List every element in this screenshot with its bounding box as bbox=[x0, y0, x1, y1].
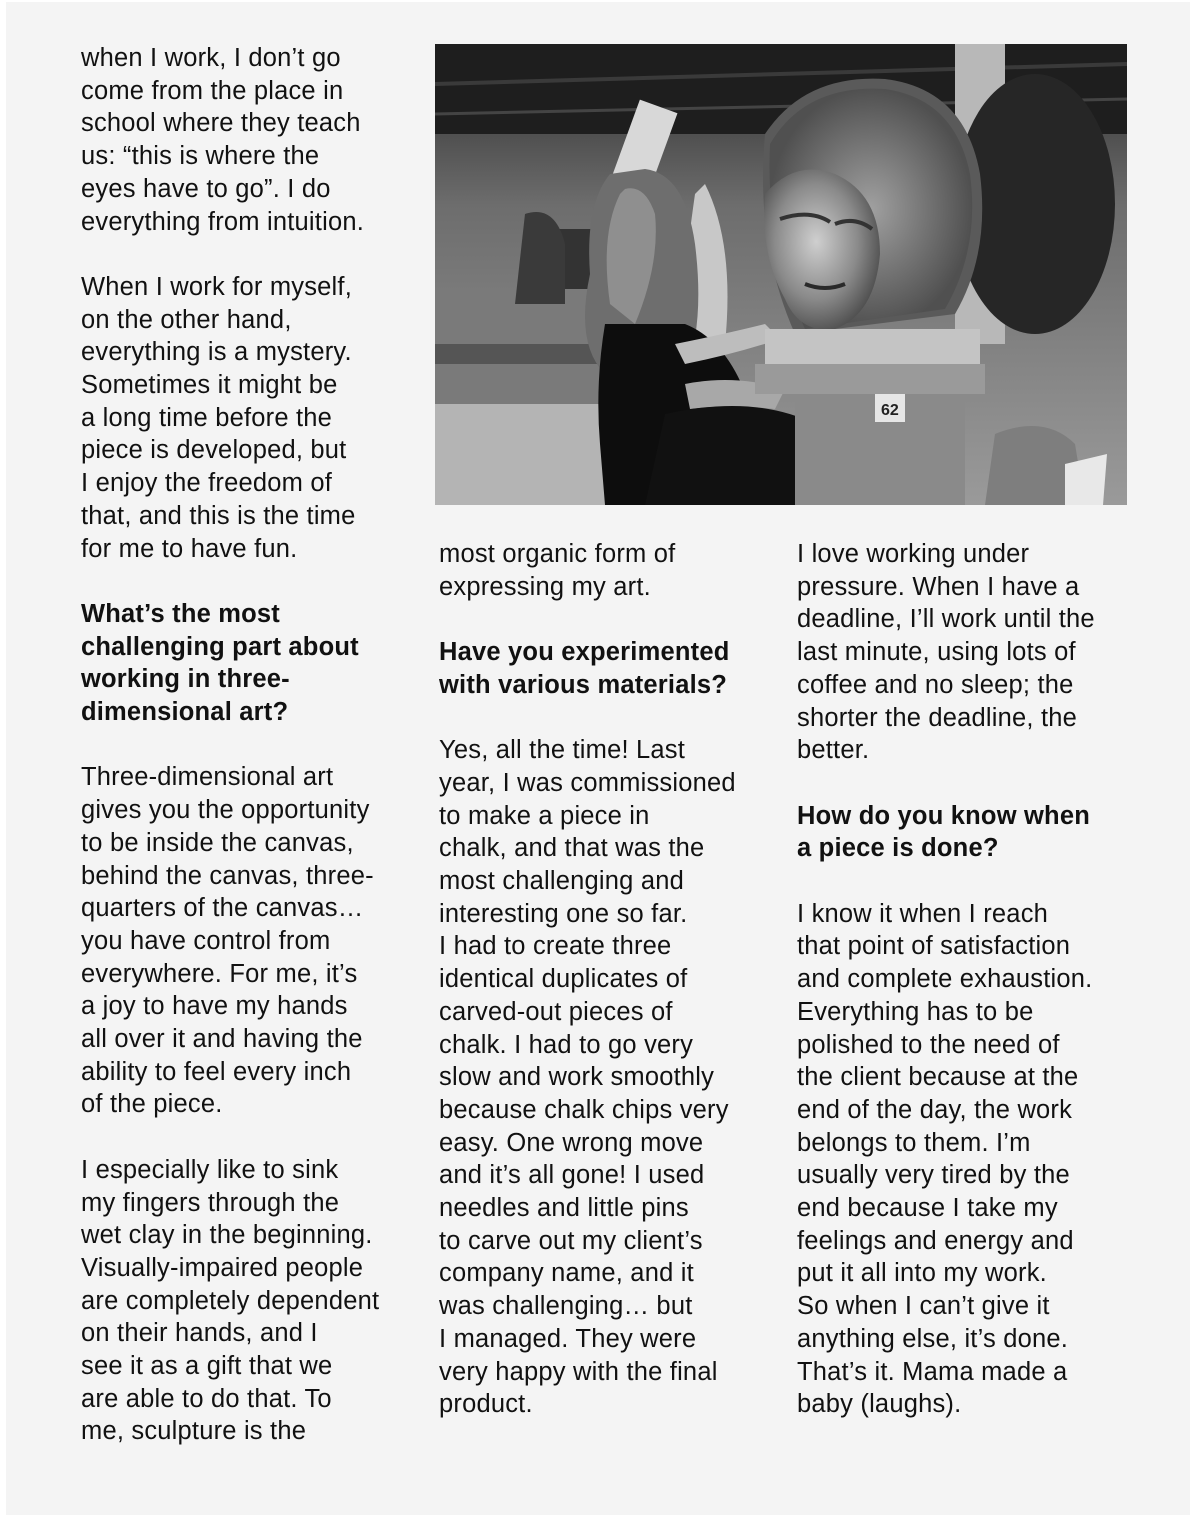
text-line: usually very tired by the bbox=[797, 1161, 1070, 1190]
text-column-3 bbox=[797, 538, 1142, 1454]
question-heading bbox=[439, 636, 784, 701]
text-line: end of the day, the work bbox=[797, 1095, 1073, 1124]
text-line: very happy with the final bbox=[439, 1357, 718, 1386]
text-line: easy. One wrong move bbox=[439, 1128, 704, 1157]
text-line: the client because at the bbox=[797, 1063, 1079, 1092]
text-line: a joy to have my hands bbox=[81, 992, 348, 1021]
paragraph bbox=[81, 761, 431, 1121]
paragraph bbox=[439, 538, 784, 603]
text-line: belongs to them. I’m bbox=[797, 1128, 1031, 1157]
text-line: gives you the opportunity bbox=[81, 796, 370, 825]
text-line: and it’s all gone! I used bbox=[439, 1161, 705, 1190]
text-line: Visually-impaired people bbox=[81, 1253, 364, 1282]
text-line: was challenging… but bbox=[439, 1292, 693, 1321]
text-line: come from the place in bbox=[81, 76, 344, 105]
text-line: you have control from bbox=[81, 926, 331, 955]
paragraph bbox=[797, 538, 1142, 767]
text-line: are completely dependent bbox=[81, 1286, 380, 1315]
text-line: coffee and no sleep; the bbox=[797, 670, 1074, 699]
text-line: on the other hand, bbox=[81, 305, 292, 334]
text-line: see it as a gift that we bbox=[81, 1352, 333, 1381]
text-line: Have you experimented bbox=[439, 638, 730, 667]
text-line: chalk. I had to go very bbox=[439, 1030, 694, 1059]
text-line: I managed. They were bbox=[439, 1324, 697, 1353]
text-line: wet clay in the beginning. bbox=[81, 1221, 373, 1250]
text-line: eyes have to go”. I do bbox=[81, 174, 331, 203]
text-line: for me to have fun. bbox=[81, 534, 298, 563]
text-line: I know it when I reach bbox=[797, 899, 1049, 928]
text-line: on their hands, and I bbox=[81, 1319, 318, 1348]
text-line: anything else, it’s done. bbox=[797, 1324, 1069, 1353]
text-line: pressure. When I have a bbox=[797, 572, 1080, 601]
paragraph bbox=[81, 1154, 431, 1448]
text-line: expressing my art. bbox=[439, 572, 651, 601]
text-line: that point of satisfaction bbox=[797, 932, 1071, 961]
text-line: a piece is done? bbox=[797, 834, 999, 863]
text-column-1 bbox=[81, 42, 431, 1481]
text-line: polished to the need of bbox=[797, 1030, 1060, 1059]
text-line: That’s it. Mama made a bbox=[797, 1357, 1068, 1386]
text-line: to make a piece in bbox=[439, 801, 650, 830]
text-line: and complete exhaustion. bbox=[797, 965, 1093, 994]
paragraph bbox=[81, 42, 431, 238]
text-line: with various materials? bbox=[439, 670, 728, 699]
text-line: are able to do that. To bbox=[81, 1384, 332, 1413]
text-line: most challenging and bbox=[439, 867, 684, 895]
question-heading bbox=[81, 598, 431, 729]
text-line: Sometimes it might be bbox=[81, 371, 338, 400]
text-line: I enjoy the freedom of bbox=[81, 469, 333, 498]
text-line: put it all into my work. bbox=[797, 1259, 1047, 1288]
paragraph bbox=[797, 898, 1142, 1421]
text-column-2 bbox=[439, 538, 784, 1454]
text-line: I had to create three bbox=[439, 932, 672, 961]
sculptor-photo bbox=[435, 44, 1127, 505]
text-line: my fingers through the bbox=[81, 1188, 340, 1217]
text-line: to carve out my client’s bbox=[439, 1226, 703, 1255]
text-line: How do you know when bbox=[797, 801, 1090, 830]
text-line: to be inside the canvas, bbox=[81, 828, 354, 857]
text-line: What’s the most bbox=[81, 599, 280, 628]
text-line: working in three- bbox=[81, 665, 290, 694]
text-line: So when I can’t give it bbox=[797, 1292, 1050, 1321]
text-line: end because I take my bbox=[797, 1194, 1058, 1223]
text-line: When I work for myself, bbox=[81, 272, 352, 301]
text-line: chalk, and that was the bbox=[439, 834, 705, 863]
text-line: identical duplicates of bbox=[439, 965, 688, 994]
text-line: Everything has to be bbox=[797, 997, 1034, 1026]
text-line: deadline, I’ll work until the bbox=[797, 605, 1095, 634]
text-line: Three-dimensional art bbox=[81, 763, 334, 792]
text-line: shorter the deadline, the bbox=[797, 703, 1078, 732]
text-line: interesting one so far. bbox=[439, 899, 688, 928]
text-line: Yes, all the time! Last bbox=[439, 736, 686, 765]
text-line: quarters of the canvas… bbox=[81, 894, 364, 923]
text-line: dimensional art? bbox=[81, 698, 289, 727]
text-line: everywhere. For me, it’s bbox=[81, 959, 358, 988]
text-line: last minute, using lots of bbox=[797, 638, 1076, 667]
question-heading bbox=[797, 800, 1142, 865]
text-line: carved-out pieces of bbox=[439, 997, 673, 1026]
text-line: feelings and energy and bbox=[797, 1226, 1074, 1255]
text-line: piece is developed, but bbox=[81, 436, 347, 465]
text-line: because chalk chips very bbox=[439, 1095, 729, 1124]
text-line: all over it and having the bbox=[81, 1025, 363, 1054]
text-line: ability to feel every inch bbox=[81, 1057, 352, 1086]
text-line: me, sculpture is the bbox=[81, 1417, 307, 1446]
text-line: everything is a mystery. bbox=[81, 338, 352, 367]
text-line: school where they teach bbox=[81, 109, 361, 138]
text-line: behind the canvas, three- bbox=[81, 861, 374, 890]
text-line: challenging part about bbox=[81, 632, 359, 661]
text-line: year, I was commissioned bbox=[439, 768, 736, 797]
paragraph bbox=[81, 271, 431, 565]
text-line: most organic form of bbox=[439, 540, 676, 568]
text-line: baby (laughs). bbox=[797, 1390, 962, 1419]
sculptor-at-work-illustration bbox=[435, 44, 1127, 505]
text-line: when I work, I don’t go bbox=[81, 44, 341, 72]
text-line: I especially like to sink bbox=[81, 1155, 339, 1184]
paragraph bbox=[439, 734, 784, 1421]
text-line: everything from intuition. bbox=[81, 207, 364, 236]
text-line: company name, and it bbox=[439, 1259, 694, 1288]
stand-number: 62 bbox=[881, 402, 899, 419]
text-line: needles and little pins bbox=[439, 1194, 689, 1223]
text-line: a long time before the bbox=[81, 403, 333, 432]
text-line: I love working under bbox=[797, 540, 1030, 568]
text-line: us: “this is where the bbox=[81, 142, 320, 171]
text-line: that, and this is the time bbox=[81, 501, 356, 530]
text-line: product. bbox=[439, 1390, 533, 1419]
text-line: better. bbox=[797, 736, 870, 765]
text-line: of the piece. bbox=[81, 1090, 223, 1119]
text-line: slow and work smoothly bbox=[439, 1063, 715, 1092]
